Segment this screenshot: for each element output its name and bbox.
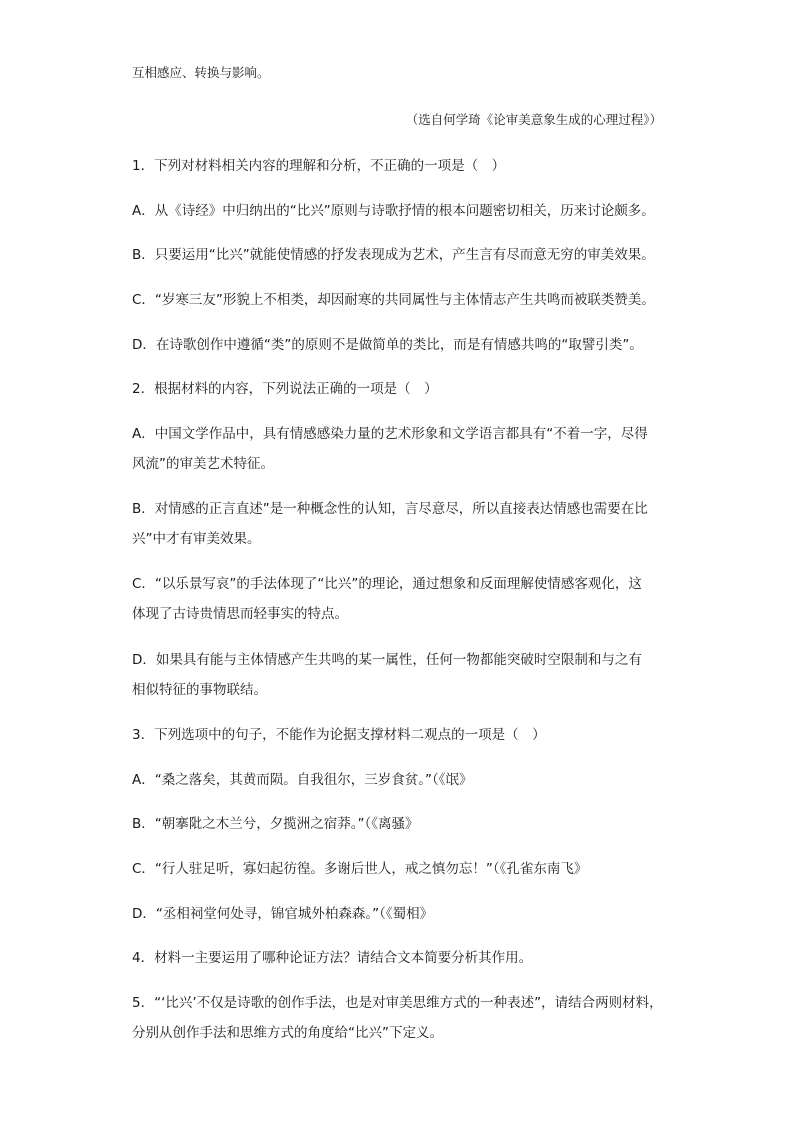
question-2-option-a-line1: A．中国文学作品中，具有情感感染力量的艺术形象和文学语言都具有“不着一字，尽得 (132, 426, 648, 442)
question-2-option-d-line2: 相似特征的事物联结。 (132, 682, 267, 698)
question-5-stem-line2: 分别从创作手法和思维方式的角度给“比兴”下定义。 (132, 1025, 443, 1041)
question-1-option-d: D．在诗歌创作中遵循“类”的原则不是做简单的类比，而是有情感共鸣的“取譬引类”。 (132, 337, 643, 353)
question-3-option-c: C．“行人驻足听，寡妇起彷徨。多谢后世人，戒之慎勿忘！”（《孔雀东南飞》 (132, 861, 588, 877)
question-1-stem: 1．下列对材料相关内容的理解和分析，不正确的一项是（ ） (132, 158, 506, 174)
question-4-stem: 4．材料一主要运用了哪种论证方法？请结合文本简要分析其作用。 (132, 950, 533, 966)
question-3-option-b: B．“朝搴阰之木兰兮，夕揽洲之宿莽。”（《离骚》 (132, 816, 419, 832)
source-citation: （选自何学琦《论审美意象生成的心理过程》） (405, 112, 662, 127)
question-2-option-c-line1: C．“以乐景写哀”的手法体现了“比兴”的理论，通过想象和反面理解使情感客观化，这 (132, 576, 642, 592)
question-5-stem-line1: 5．“‘比兴’不仅是诗歌的创作手法，也是对审美思维方式的一种表述”，请结合两则材料， (132, 995, 663, 1011)
question-1-option-a: A．从《诗经》中归纳出的“比兴”原则与诗歌抒情的根本问题密切相关，历来讨论颇多。 (132, 203, 655, 219)
intro-tail-text: 互相感应、转换与影响。 (132, 65, 270, 80)
question-3-option-a: A．“桑之落矣，其黄而陨。自我徂尔，三岁食贫。”（《氓》 (132, 772, 473, 788)
question-2-option-c-line2: 体现了古诗贵情思而轻事实的特点。 (132, 606, 348, 622)
question-1-option-c: C．“岁寒三友”形貌上不相类，却因耐寒的共同属性与主体情志产生共鸣而被联类赞美。 (132, 292, 655, 308)
question-2-option-d-line1: D．如果具有能与主体情感产生共鸣的某一属性，任何一物都能突破时空限制和与之有 (132, 652, 642, 668)
question-2-option-b-line1: B．对情感的正言直述”是一种概念性的认知，言尽意尽，所以直接表达情感也需要在比 (132, 501, 648, 517)
question-1-option-b: B．只要运用“比兴”就能使情感的抒发表现成为艺术，产生言有尽而意无穷的审美效果。 (132, 247, 655, 263)
question-2-option-b-line2: 兴”中才有审美效果。 (132, 531, 261, 547)
question-3-option-d: D．“丞相祠堂何处寻，锦官城外柏森森。”（《蜀相》 (132, 906, 434, 922)
question-2-option-a-line2: 风流”的审美艺术特征。 (132, 456, 274, 472)
question-3-stem: 3．下列选项中的句子，不能作为论据支撑材料二观点的一项是（ ） (132, 727, 546, 743)
question-2-stem: 2．根据材料的内容，下列说法正确的一项是（ ） (132, 381, 438, 397)
